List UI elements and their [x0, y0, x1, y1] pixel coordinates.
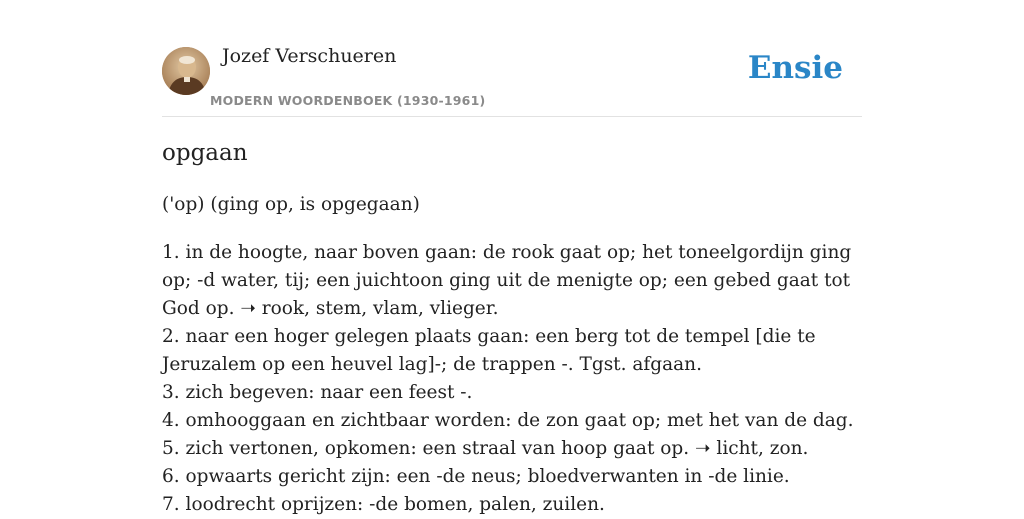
author-avatar[interactable]	[162, 47, 210, 95]
author-name[interactable]: Jozef Verschueren	[222, 45, 397, 67]
definition-item: 4. omhooggaan en zichtbaar worden: de zon gaat op; met het van de dag.	[162, 410, 854, 431]
entry-grammar: ('op) (ging op, is opgegaan)	[162, 194, 420, 215]
entry-page	[162, 0, 862, 515]
entry-header	[162, 0, 862, 117]
author-portrait-image	[162, 47, 210, 95]
definition-item: 1. in de hoogte, naar boven gaan: de rook gaat op; het toneelgordijn ging op; -d water, tij; een juichtoon ging uit de menigte op; een gebed gaat tot God op. ➝ rook, stem, vlam, vlieger.	[162, 242, 852, 319]
definition-item: 6. opwaarts gericht zijn: een -de neus; bloedverwanten in -de linie.	[162, 466, 790, 487]
definition-list	[162, 239, 862, 519]
source-label: MODERN WOORDENBOEK (1930-1961)	[210, 93, 486, 108]
definition-item: 2. naar een hoger gelegen plaats gaan: een berg tot de tempel [die te Jeruzalem op een heuvel lag]-; de trappen -. Tgst. afgaan.	[162, 326, 816, 375]
ensie-logo[interactable]: Ensie	[747, 50, 843, 86]
definition-item: 5. zich vertonen, opkomen: een straal van hoop gaat op. ➝ licht, zon.	[162, 438, 809, 459]
definition-item: 3. zich begeven: naar een feest -.	[162, 382, 473, 403]
definition-item: 7. loodrecht oprijzen: -de bomen, palen, zuilen.	[162, 494, 605, 515]
entry-headword: opgaan	[162, 140, 248, 166]
